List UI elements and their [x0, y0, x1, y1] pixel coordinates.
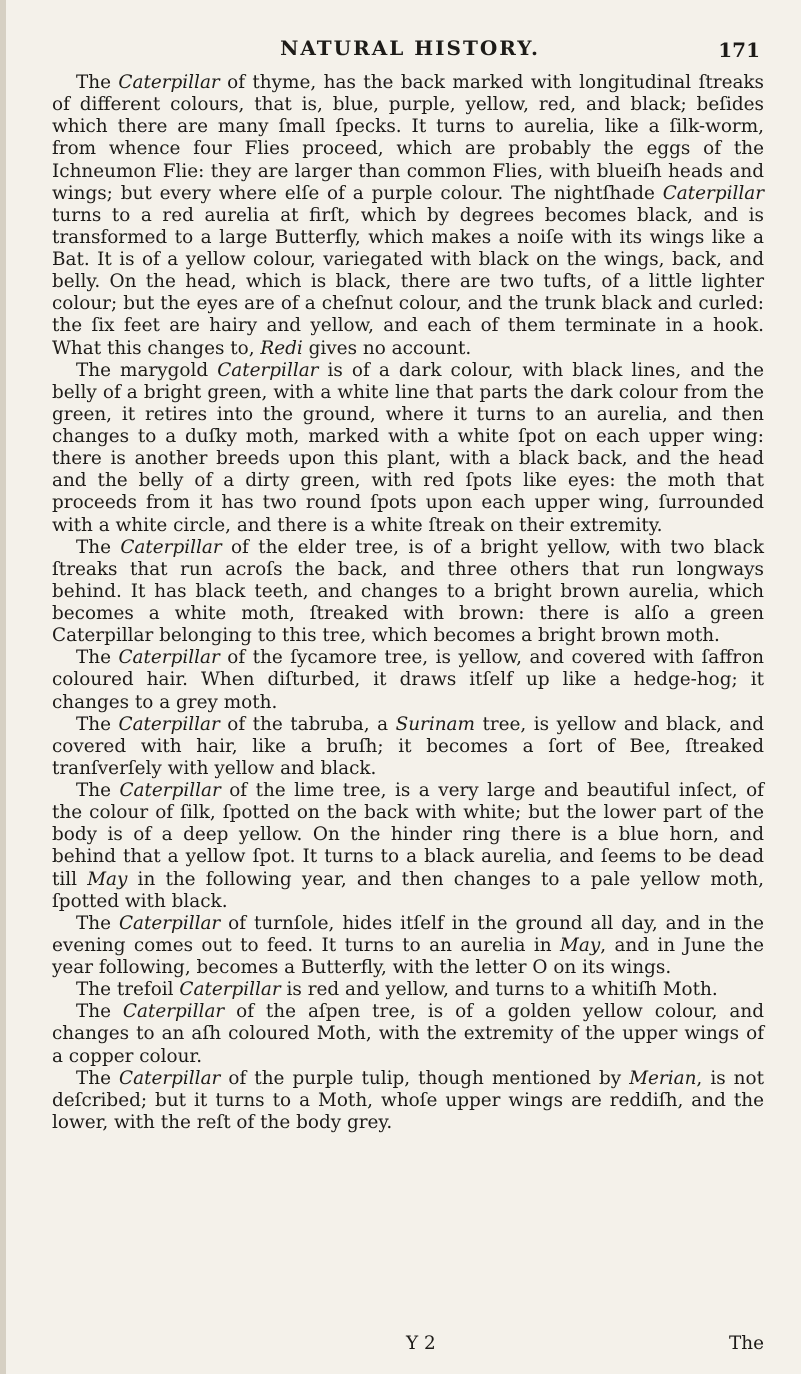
paragraph: [52, 979, 764, 1001]
text-run: of the purple tulip, though mentioned by: [220, 1067, 630, 1089]
paragraph: [52, 714, 764, 780]
text-run: of the tabruba, a: [219, 713, 396, 735]
page-footer: [52, 1333, 764, 1359]
italic-text: May: [560, 934, 601, 956]
text-run: of the aſpen tree, is of a golden yellow colour, and changes to an aſh coloured Moth, with the extremity of the upper wings of a copper colour.: [52, 1001, 764, 1067]
paragraph: [52, 537, 764, 648]
text-run: The: [76, 912, 119, 934]
text-run: of turnſole, hides itſelf in the ground all day, and in the evening comes out to feed. It turns to an aurelia in: [52, 912, 765, 956]
text-run: is red and yellow, and turns to a whitiſh Moth.: [280, 979, 718, 1001]
page-number: 171: [718, 38, 760, 62]
italic-text: Caterpillar: [217, 359, 319, 381]
text-run: The marygold: [76, 359, 218, 381]
text-run: The: [76, 647, 119, 669]
text-run: , is not deſcribed; but it turns to a Moth, whoſe upper wings are reddiſh, and the lower, with the reſt of the body grey.: [52, 1067, 764, 1133]
italic-text: Surinam: [395, 713, 475, 735]
text-run: The: [76, 536, 121, 558]
text-run: gives no account.: [302, 337, 472, 359]
text-run: of thyme, has the back marked with longitudinal ſtreaks of different colours, that is, blue, purple, yellow, red, and black; beſides which there are many ſmall ſpecks. It turns to aurelia, like a ſilk-worm, from whence four Flies proceed, which are probably the eggs of the Ichneumon Flie: they are larger than common Flies, with blueiſh heads and wings; but every where elſe of a purple colour. The nightſhade: [52, 72, 764, 204]
italic-text: May: [87, 868, 128, 890]
text-run: of the ſycamore tree, is yellow, and covered with ſaffron coloured hair. When diſturbed, it draws itſelf up like a hedge-hog; it changes to a grey moth.: [52, 647, 764, 713]
paragraph: [52, 1068, 764, 1134]
page-header: [60, 36, 760, 66]
italic-text: Caterpillar: [120, 536, 222, 558]
italic-text: Caterpillar: [118, 647, 220, 669]
italic-text: Caterpillar: [119, 780, 221, 801]
paragraph: [52, 360, 764, 537]
page-gutter: [0, 0, 6, 1374]
paragraph: [52, 913, 764, 979]
paragraph: [52, 72, 764, 360]
text-run: , and in June the year following, becomes a Butterfly, with the letter O on its wings.: [52, 934, 764, 978]
text-run: The: [76, 780, 120, 801]
signature-mark: Y 2: [406, 1333, 436, 1354]
paragraph: [52, 647, 764, 713]
text-run: The: [76, 713, 119, 735]
italic-text: Caterpillar: [179, 979, 281, 1001]
paragraph: [52, 1001, 764, 1067]
text-run: of the lime tree, is a very large and beautiful inſect, of the colour of ſilk, ſpotted on the back with white; but the lower part of the body is of a deep yellow. On the hinder ring there is a blue horn, and behind that a yellow ſpot. It turns to a black aurelia, and ſeems to be dead till: [52, 780, 764, 890]
text-run: The: [76, 1067, 120, 1089]
italic-text: Redi: [260, 337, 303, 359]
italic-text: Caterpillar: [122, 1001, 225, 1023]
running-head: NATURAL HISTORY.: [280, 36, 540, 60]
body-text: [52, 72, 764, 1134]
italic-text: Merian: [629, 1067, 697, 1089]
text-run: turns to a red aurelia at firſt, which by degrees becomes black, and is transformed to a large Butterfly, which makes a noiſe with its wings like a Bat. It is of a yellow colour, variegated with black on the wings, back, and belly. On the head, which is black, there are two tufts, of a little lighter colour; but the eyes are of a cheſnut colour, and the trunk black and curled: the ſix feet are hairy and yellow, and each of them terminate in a hook. What this changes to,: [52, 204, 764, 359]
italic-text: Caterpillar: [118, 912, 221, 934]
italic-text: Caterpillar: [662, 182, 764, 204]
italic-text: Caterpillar: [119, 1067, 221, 1089]
text-run: The: [76, 1001, 123, 1023]
italic-text: Caterpillar: [118, 72, 220, 93]
catchword: The: [729, 1333, 764, 1354]
text-run: of the elder tree, is of a bright yellow, with two black ſtreaks that run acroſs the back, and three others that run longways behind. It has black teeth, and changes to a bright brown aurelia, which becomes a white moth, ſtreaked with brown: there is alſo a green Caterpillar belonging to this tree, which becomes a bright brown moth.: [52, 536, 764, 647]
text-run: in the following year, and then changes to a pale yellow moth, ſpotted with black.: [52, 868, 764, 912]
paragraph: [52, 780, 764, 913]
text-run: is of a dark colour, with black lines, and the belly of a bright green, with a white line that parts the dark colour from the green, it retires into the ground, where it turns to an aurelia, and then changes to a duſky moth, marked with a white ſpot on each upper wing: there is another breeds upon this plant, with a black back, and the head and the belly of a dirty green, with red ſpots like eyes: the moth that proceeds from it has two round ſpots upon each upper wing, ſurrounded with a white circle, and there is a white ſtreak on their extremity.: [52, 359, 764, 536]
text-run: The: [76, 72, 119, 93]
text-run: tree, is yellow and black, and covered with hair, like a bruſh; it becomes a ſort of Bee, ſtreaked tranſverſely with yellow and black.: [52, 713, 764, 779]
text-run: The trefoil: [76, 979, 180, 1001]
italic-text: Caterpillar: [118, 713, 220, 735]
